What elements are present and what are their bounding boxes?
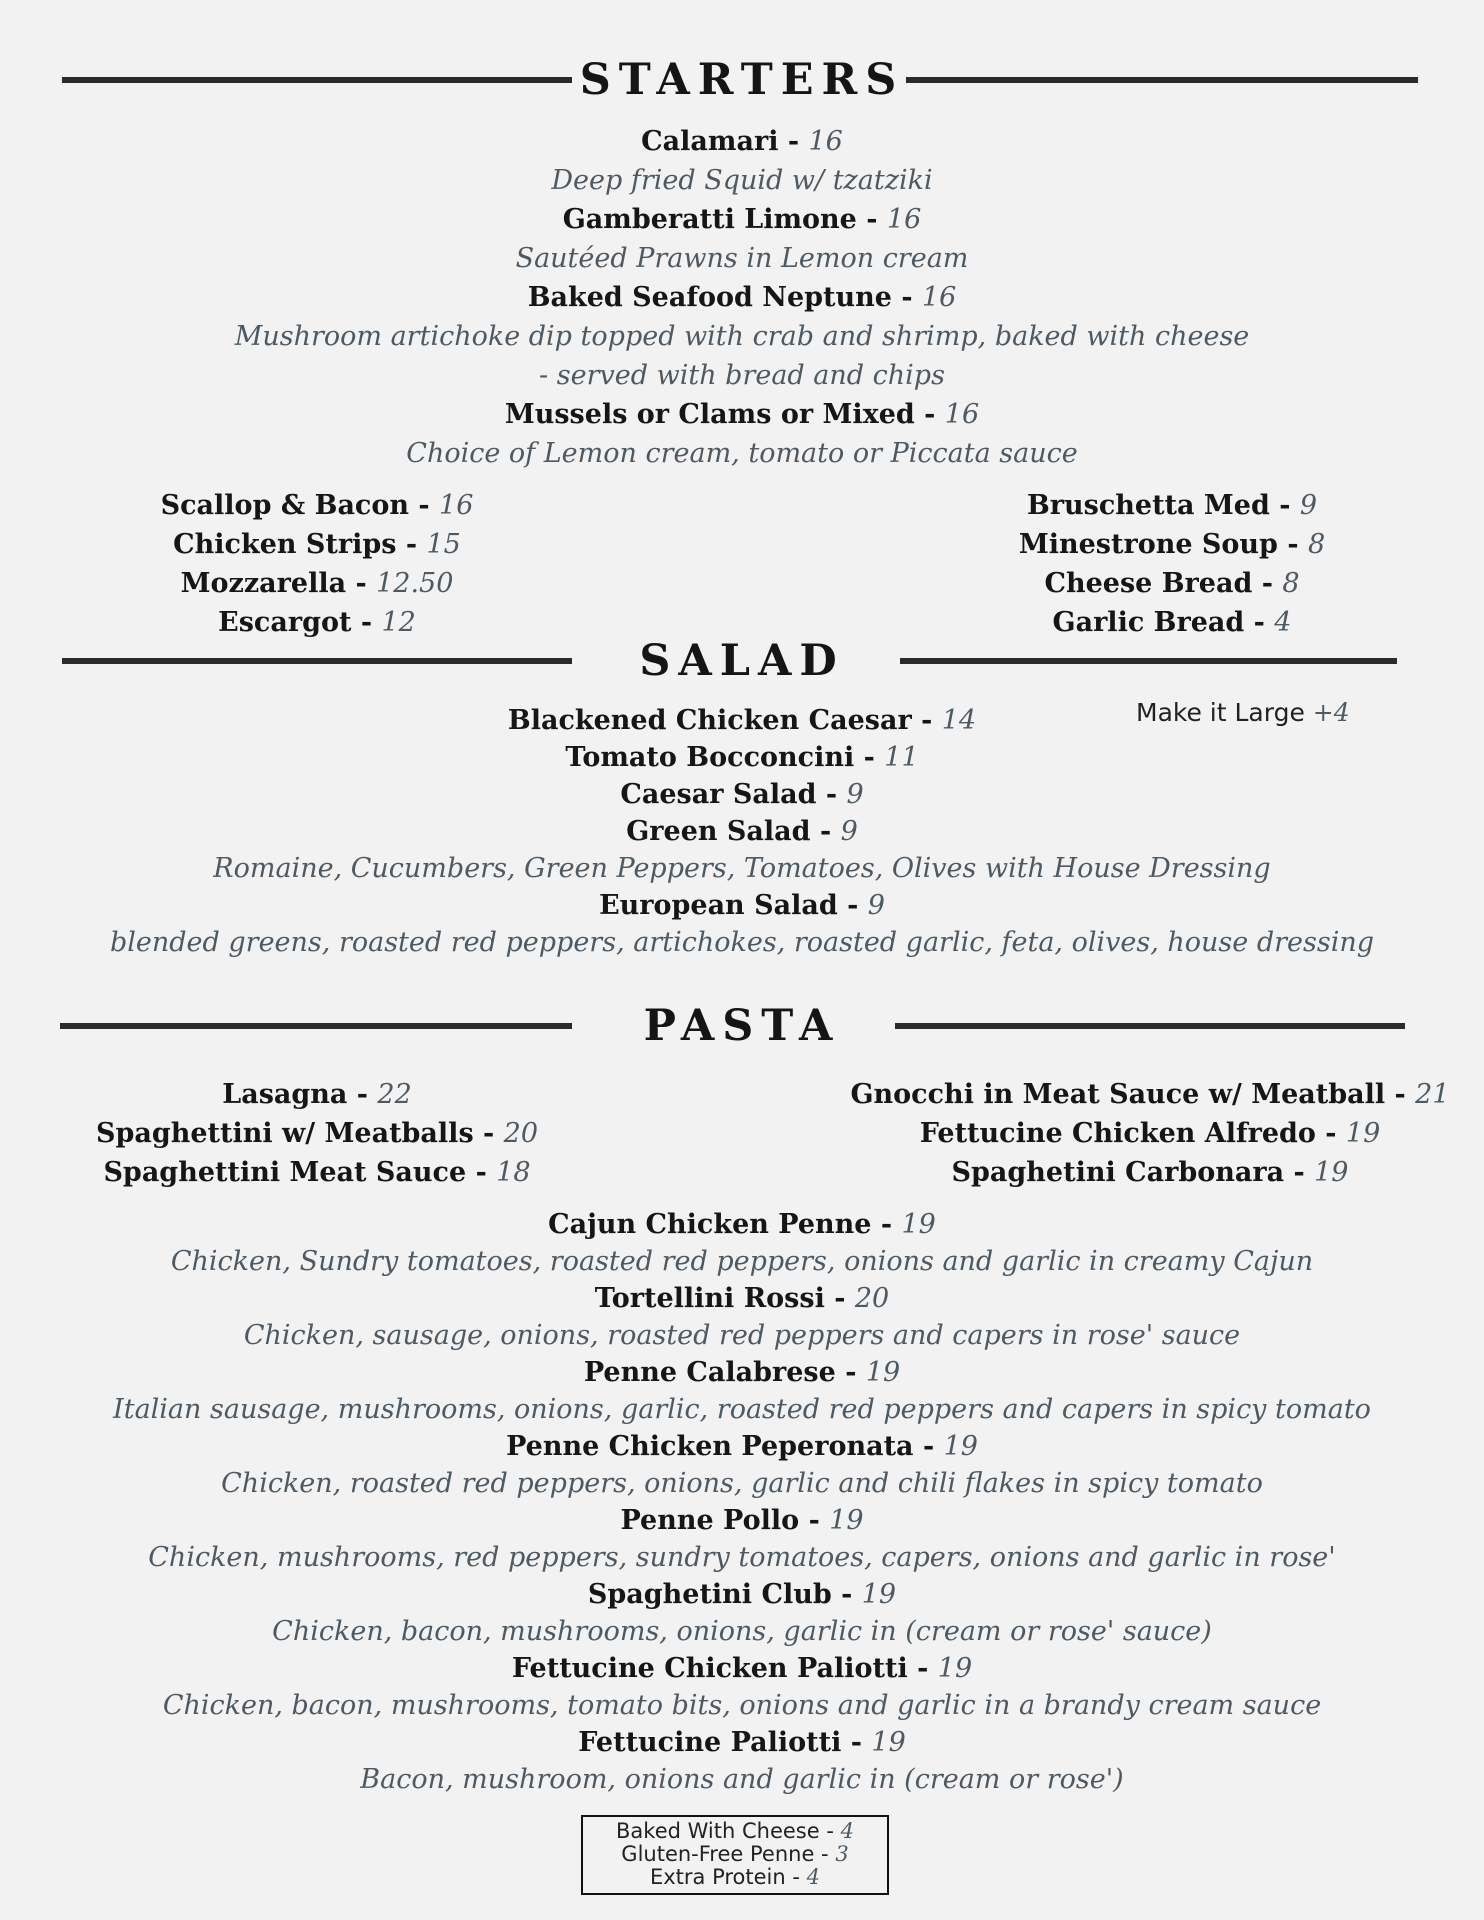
menu-item-description: Chicken, mushrooms, red peppers, sundry tomatoes, capers, onions and garlic in rose' bbox=[148, 1542, 1336, 1573]
menu-item: Caesar Salad - 9 bbox=[620, 779, 864, 810]
menu-item-name: Bruschetta Med bbox=[1026, 490, 1270, 521]
menu-item-price: 19 bbox=[861, 1579, 897, 1610]
menu-item-name: Caesar Salad bbox=[620, 779, 817, 810]
pasta-right-list bbox=[820, 1075, 1480, 1192]
menu-item-price: 18 bbox=[496, 1157, 531, 1188]
salad-header bbox=[0, 633, 1484, 689]
addon-label: Extra Protein bbox=[649, 1865, 786, 1889]
menu-item-price: 9 bbox=[867, 890, 885, 921]
pasta-left-list bbox=[62, 1075, 572, 1192]
menu-item-description: Choice of Lemon cream, tomato or Piccata sauce bbox=[406, 438, 1078, 469]
menu-item-price: 19 bbox=[865, 1357, 901, 1388]
menu-item-description: - served with bread and chips bbox=[539, 360, 945, 391]
menu-item: Tortellini Rossi - 20 bbox=[594, 1283, 890, 1314]
menu-item-name: Mozzarella bbox=[180, 568, 347, 599]
menu-item-price: 22 bbox=[377, 1079, 412, 1110]
menu-item-name: Gamberatti Limone bbox=[562, 204, 857, 235]
menu-item-price: 16 bbox=[808, 126, 843, 157]
menu-item-name: Mussels or Clams or Mixed bbox=[504, 399, 915, 430]
starters-featured-list bbox=[0, 122, 1484, 473]
menu-item-price: 20 bbox=[503, 1118, 539, 1149]
menu-item-name: Cheese Bread bbox=[1044, 568, 1253, 599]
menu-item-name: Penne Calabrese bbox=[583, 1357, 836, 1388]
make-it-large-price: +4 bbox=[1312, 698, 1350, 727]
addon-label: Baked With Cheese bbox=[616, 1819, 820, 1843]
addon-item: Extra Protein - 4 bbox=[649, 1865, 821, 1889]
menu-item-description: Bacon, mushroom, onions and garlic in (cream or rose') bbox=[360, 1764, 1124, 1795]
menu-item-name: Penne Pollo bbox=[620, 1505, 800, 1536]
menu-item: Escargot - 12 bbox=[218, 607, 416, 638]
menu-item-description: Chicken, bacon, mushrooms, tomato bits, onions and garlic in a brandy cream sauce bbox=[162, 1690, 1322, 1721]
menu-item-name: Green Salad bbox=[626, 816, 811, 847]
menu-item-price: 19 bbox=[871, 1727, 906, 1758]
menu-item-name: Spaghettini w/ Meatballs bbox=[95, 1118, 474, 1149]
menu-item-name: Lasagna bbox=[222, 1079, 348, 1110]
menu-item-price: 9 bbox=[1299, 490, 1318, 521]
menu-item: Fettucine Chicken Paliotti - 19 bbox=[511, 1653, 973, 1684]
menu-item-price: 19 bbox=[829, 1505, 864, 1536]
menu-item: Garlic Bread - 4 bbox=[1052, 607, 1292, 638]
starters-right-list bbox=[962, 486, 1382, 642]
menu-item: Chicken Strips - 15 bbox=[173, 529, 461, 560]
menu-item: Green Salad - 9 bbox=[626, 816, 858, 847]
menu-item-name: Chicken Strips bbox=[173, 529, 397, 560]
menu-item: Spaghetini Club - 19 bbox=[587, 1579, 897, 1610]
starters-title: STARTERS bbox=[579, 55, 905, 105]
menu-item-description: blended greens, roasted red peppers, artichokes, roasted garlic, feta, olives, house dressing bbox=[109, 927, 1375, 958]
menu-item-price: 19 bbox=[943, 1431, 978, 1462]
menu-item-name: Fettucine Chicken Alfredo bbox=[919, 1118, 1316, 1149]
menu-item-price: 16 bbox=[921, 282, 957, 313]
menu-item: Scallop & Bacon - 16 bbox=[160, 490, 474, 521]
menu-item: Fettucine Chicken Alfredo - 19 bbox=[919, 1118, 1381, 1149]
starters-header bbox=[0, 52, 1484, 108]
menu-item-description: Mushroom artichoke dip topped with crab and shrimp, baked with cheese bbox=[234, 321, 1250, 352]
menu-item-name: Scallop & Bacon bbox=[160, 490, 410, 521]
menu-item-description: Romaine, Cucumbers, Green Peppers, Tomatoes, Olives with House Dressing bbox=[213, 853, 1271, 884]
menu-item-price: 15 bbox=[426, 529, 461, 560]
menu-item: Gnocchi in Meat Sauce w/ Meatball - 21 bbox=[850, 1079, 1450, 1110]
menu-item: Fettucine Paliotti - 19 bbox=[578, 1727, 906, 1758]
menu-item: Baked Seafood Neptune - 16 bbox=[527, 282, 957, 313]
addon-item: Gluten-Free Penne - 3 bbox=[621, 1842, 849, 1866]
menu-item-name: Minestrone Soup bbox=[1018, 529, 1278, 560]
addon-item: Baked With Cheese - 4 bbox=[616, 1819, 854, 1843]
pasta-header bbox=[0, 998, 1484, 1054]
menu-item-description: Chicken, Sundry tomatoes, roasted red peppers, onions and garlic in creamy Cajun bbox=[170, 1246, 1314, 1277]
menu-item-price: 19 bbox=[1314, 1157, 1349, 1188]
menu-item: Spaghettini w/ Meatballs - 20 bbox=[95, 1118, 539, 1149]
pasta-list bbox=[0, 1206, 1484, 1798]
menu-item: Blackened Chicken Caesar - 14 bbox=[507, 705, 977, 736]
pasta-title: PASTA bbox=[643, 1001, 841, 1051]
menu-item: Mussels or Clams or Mixed - 16 bbox=[504, 399, 980, 430]
menu-item-name: Spaghetini Carbonara bbox=[951, 1157, 1285, 1188]
menu-item: Spaghettini Meat Sauce - 18 bbox=[103, 1157, 531, 1188]
addon-price: 4 bbox=[806, 1865, 821, 1889]
menu-item-price: 16 bbox=[944, 399, 980, 430]
menu-item-description: Chicken, bacon, mushrooms, onions, garlic in (cream or rose' sauce) bbox=[272, 1616, 1212, 1647]
menu-item-name: Spaghetini Club bbox=[587, 1579, 832, 1610]
menu-item-name: Blackened Chicken Caesar bbox=[507, 705, 912, 736]
menu-item-name: Spaghettini Meat Sauce bbox=[103, 1157, 467, 1188]
menu-item: Calamari - 16 bbox=[641, 126, 843, 157]
menu-item-name: Fettucine Chicken Paliotti bbox=[511, 1653, 908, 1684]
menu-item-price: 16 bbox=[439, 490, 474, 521]
menu-item: Penne Pollo - 19 bbox=[620, 1505, 864, 1536]
menu-item-name: Gnocchi in Meat Sauce w/ Meatball bbox=[850, 1079, 1386, 1110]
menu-item-name: Calamari bbox=[641, 126, 779, 157]
menu-item-name: Tomato Bocconcini bbox=[565, 742, 855, 773]
addon-label: Gluten-Free Penne bbox=[621, 1842, 815, 1866]
menu-item-price: 12.50 bbox=[376, 568, 454, 599]
menu-item: Minestrone Soup - 8 bbox=[1018, 529, 1326, 560]
menu-item-name: Cajun Chicken Penne bbox=[548, 1209, 872, 1240]
menu-item-price: 19 bbox=[937, 1653, 973, 1684]
menu-item-name: Baked Seafood Neptune bbox=[527, 282, 892, 313]
menu-item-description: Deep fried Squid w/ tzatziki bbox=[551, 165, 933, 196]
menu-item-price: 19 bbox=[1345, 1118, 1381, 1149]
menu-item-price: 16 bbox=[886, 204, 922, 235]
menu-item-price: 9 bbox=[840, 816, 858, 847]
menu-item-name: Penne Chicken Peperonata bbox=[506, 1431, 914, 1462]
addon-price: 4 bbox=[840, 1819, 854, 1843]
pasta-addons-box bbox=[581, 1815, 889, 1895]
menu-item-name: European Salad bbox=[599, 890, 838, 921]
menu-item: Lasagna - 22 bbox=[222, 1079, 412, 1110]
salad-title: SALAD bbox=[639, 636, 845, 686]
menu-item: Spaghetini Carbonara - 19 bbox=[951, 1157, 1349, 1188]
menu-item-price: 8 bbox=[1282, 568, 1300, 599]
menu-item-price: 21 bbox=[1415, 1079, 1450, 1110]
menu-item: Cajun Chicken Penne - 19 bbox=[548, 1209, 936, 1240]
menu-item-price: 9 bbox=[846, 779, 864, 810]
menu-item: Mozzarella - 12.50 bbox=[180, 568, 454, 599]
menu-item-name: Escargot bbox=[218, 607, 352, 638]
menu-item: Tomato Bocconcini - 11 bbox=[565, 742, 919, 773]
menu-item-price: 12 bbox=[381, 607, 416, 638]
menu-item: Gamberatti Limone - 16 bbox=[562, 204, 922, 235]
menu-item-description: Italian sausage, mushrooms, onions, garlic, roasted red peppers and capers in spicy tomato bbox=[113, 1394, 1371, 1425]
menu-item-description: Sautéed Prawns in Lemon cream bbox=[515, 243, 969, 274]
addon-price: 3 bbox=[835, 1842, 849, 1866]
menu-item-description: Chicken, roasted red peppers, onions, garlic and chili flakes in spicy tomato bbox=[221, 1468, 1263, 1499]
menu-item: European Salad - 9 bbox=[599, 890, 885, 921]
salad-list bbox=[0, 702, 1484, 961]
starters-left-list bbox=[122, 486, 512, 642]
menu-item-price: 8 bbox=[1307, 529, 1326, 560]
menu-item: Cheese Bread - 8 bbox=[1044, 568, 1300, 599]
menu-item: Penne Calabrese - 19 bbox=[583, 1357, 901, 1388]
menu-item-price: 11 bbox=[884, 742, 919, 773]
menu-item-description: Chicken, sausage, onions, roasted red peppers and capers in rose' sauce bbox=[243, 1320, 1241, 1351]
menu-item-name: Fettucine Paliotti bbox=[578, 1727, 842, 1758]
make-it-large-label: Make it Large bbox=[1136, 698, 1305, 727]
menu-item-price: 14 bbox=[941, 705, 977, 736]
menu-item: Penne Chicken Peperonata - 19 bbox=[506, 1431, 978, 1462]
menu-item-price: 20 bbox=[854, 1283, 890, 1314]
menu-item-name: Garlic Bread bbox=[1052, 607, 1245, 638]
menu-item: Bruschetta Med - 9 bbox=[1026, 490, 1318, 521]
menu-item-price: 4 bbox=[1274, 607, 1292, 638]
menu-item-name: Tortellini Rossi bbox=[594, 1283, 825, 1314]
menu-item-price: 19 bbox=[901, 1209, 936, 1240]
